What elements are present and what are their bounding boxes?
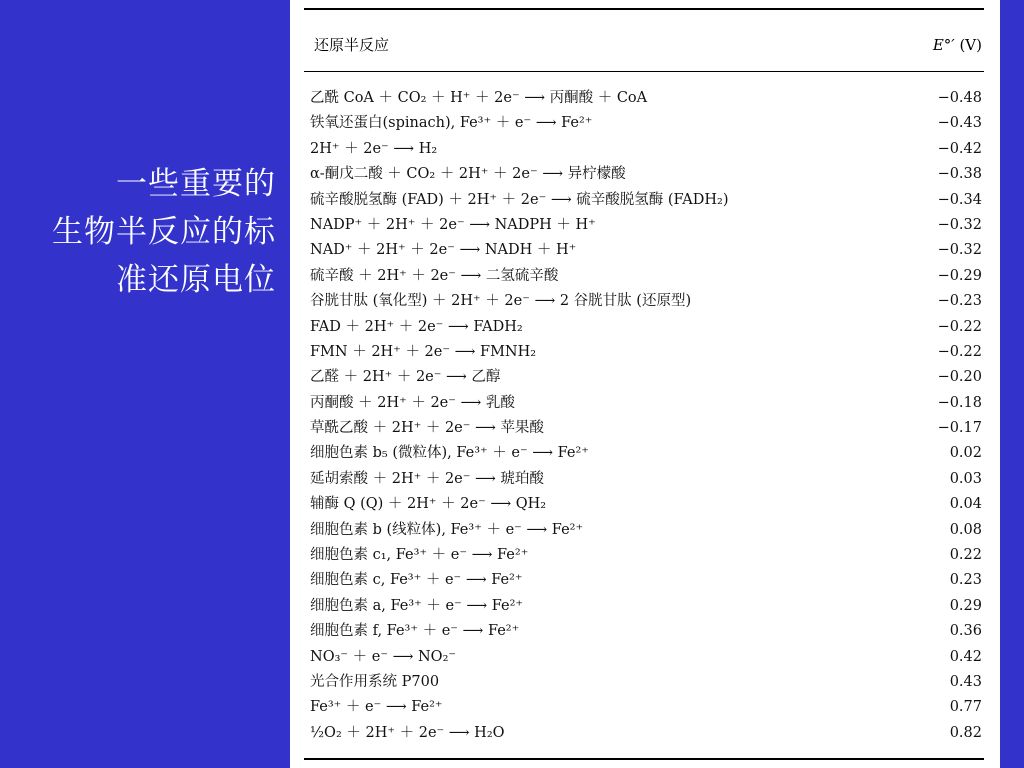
standard-potential: 0.02 — [949, 445, 982, 462]
standard-potential: −0.29 — [937, 267, 982, 284]
potential-unit: (V) — [959, 36, 982, 54]
half-reaction: NAD⁺ ＋ 2H⁺ ＋ 2e⁻ ⟶ NADH ＋ H⁺ — [310, 242, 577, 259]
table-row — [310, 111, 982, 136]
table-row — [310, 441, 982, 466]
standard-potential: −0.32 — [937, 242, 982, 259]
potential-table-panel — [290, 0, 1000, 768]
half-reaction: NO₃⁻ ＋ e⁻ ⟶ NO₂⁻ — [310, 648, 457, 665]
table-row — [310, 162, 982, 187]
slide-title-line-3: 准还原电位 — [116, 262, 276, 298]
table-row — [310, 365, 982, 390]
standard-potential: 0.42 — [949, 648, 982, 665]
half-reaction: 乙醛 ＋ 2H⁺ ＋ 2e⁻ ⟶ 乙醇 — [310, 369, 501, 386]
table-row — [310, 238, 982, 263]
half-reaction: 草酰乙酸 ＋ 2H⁺ ＋ 2e⁻ ⟶ 苹果酸 — [310, 420, 544, 437]
half-reaction: Fe³⁺ ＋ e⁻ ⟶ Fe²⁺ — [310, 699, 443, 716]
half-reaction: FAD ＋ 2H⁺ ＋ 2e⁻ ⟶ FADH₂ — [310, 318, 523, 335]
half-reaction: 2H⁺ ＋ 2e⁻ ⟶ H₂ — [310, 140, 438, 157]
half-reaction: 细胞色素 c₁, Fe³⁺ ＋ e⁻ ⟶ Fe²⁺ — [310, 547, 529, 564]
standard-potential: 0.03 — [949, 470, 982, 487]
table-row — [310, 670, 982, 695]
half-reaction: 细胞色素 b (线粒体), Fe³⁺ ＋ e⁻ ⟶ Fe²⁺ — [310, 521, 584, 538]
slide-title — [14, 160, 276, 304]
table-top-rule — [304, 8, 984, 10]
table-body — [310, 86, 982, 746]
slide-title-line-1: 一些重要的 — [116, 166, 276, 202]
table-header-rule — [304, 71, 984, 72]
table-row — [310, 721, 982, 746]
table-row — [310, 645, 982, 670]
standard-potential: −0.34 — [937, 191, 982, 208]
column-header-potential — [933, 36, 982, 54]
standard-potential: 0.36 — [949, 623, 982, 640]
half-reaction: 谷胱甘肽 (氧化型) ＋ 2H⁺ ＋ 2e⁻ ⟶ 2 谷胱甘肽 (还原型) — [310, 293, 692, 310]
half-reaction: 丙酮酸 ＋ 2H⁺ ＋ 2e⁻ ⟶ 乳酸 — [310, 394, 515, 411]
half-reaction: NADP⁺ ＋ 2H⁺ ＋ 2e⁻ ⟶ NADPH ＋ H⁺ — [310, 216, 596, 233]
table-row — [310, 315, 982, 340]
table-row — [310, 289, 982, 314]
table-row — [310, 416, 982, 441]
half-reaction: 延胡索酸 ＋ 2H⁺ ＋ 2e⁻ ⟶ 琥珀酸 — [310, 470, 544, 487]
half-reaction: 铁氧还蛋白(spinach), Fe³⁺ ＋ e⁻ ⟶ Fe²⁺ — [310, 115, 593, 132]
table-row — [310, 492, 982, 517]
half-reaction: FMN ＋ 2H⁺ ＋ 2e⁻ ⟶ FMNH₂ — [310, 343, 537, 360]
table-row — [310, 568, 982, 593]
table-row — [310, 264, 982, 289]
half-reaction: 硫辛酸 ＋ 2H⁺ ＋ 2e⁻ ⟶ 二氢硫辛酸 — [310, 267, 559, 284]
half-reaction: 细胞色素 a, Fe³⁺ ＋ e⁻ ⟶ Fe²⁺ — [310, 597, 524, 614]
potential-symbol: E°′ — [932, 36, 955, 54]
table-row — [310, 86, 982, 111]
standard-potential: −0.23 — [937, 293, 982, 310]
half-reaction: ½O₂ ＋ 2H⁺ ＋ 2e⁻ ⟶ H₂O — [310, 724, 505, 741]
standard-potential: −0.32 — [937, 216, 982, 233]
table-bottom-rule — [304, 758, 984, 760]
standard-potential: −0.18 — [937, 394, 982, 411]
half-reaction: 辅酶 Q (Q) ＋ 2H⁺ ＋ 2e⁻ ⟶ QH₂ — [310, 496, 547, 513]
standard-potential: −0.22 — [937, 343, 982, 360]
standard-potential: −0.20 — [937, 369, 982, 386]
standard-potential: −0.48 — [937, 90, 982, 106]
slide-title-line-2: 生物半反应的标 — [52, 214, 276, 250]
table-row — [310, 340, 982, 365]
standard-potential: 0.22 — [949, 547, 982, 564]
half-reaction: 细胞色素 c, Fe³⁺ ＋ e⁻ ⟶ Fe²⁺ — [310, 572, 523, 589]
standard-potential: 0.29 — [949, 597, 982, 614]
table-row — [310, 467, 982, 492]
half-reaction: 细胞色素 f, Fe³⁺ ＋ e⁻ ⟶ Fe²⁺ — [310, 623, 520, 640]
standard-potential: 0.04 — [949, 496, 982, 513]
table-row — [310, 518, 982, 543]
table-row — [310, 594, 982, 619]
standard-potential: −0.38 — [937, 166, 982, 183]
table-row — [310, 391, 982, 416]
half-reaction: α-酮戊二酸 ＋ CO₂ ＋ 2H⁺ ＋ 2e⁻ ⟶ 异柠檬酸 — [310, 166, 626, 183]
standard-potential: −0.17 — [937, 420, 982, 437]
standard-potential: −0.42 — [937, 140, 982, 157]
half-reaction: 硫辛酸脱氢酶 (FAD) ＋ 2H⁺ ＋ 2e⁻ ⟶ 硫辛酸脱氢酶 (FADH₂) — [310, 191, 729, 208]
half-reaction: 细胞色素 b₅ (微粒体), Fe³⁺ ＋ e⁻ ⟶ Fe²⁺ — [310, 445, 589, 462]
standard-potential: −0.22 — [937, 318, 982, 335]
half-reaction: 光合作用系统 P700 — [310, 673, 440, 690]
half-reaction: 乙酰 CoA ＋ CO₂ ＋ H⁺ ＋ 2e⁻ ⟶ 丙酮酸 ＋ CoA — [310, 90, 648, 106]
column-header-reaction: 还原半反应 — [314, 36, 390, 54]
standard-potential: 0.77 — [949, 699, 982, 716]
table-row — [310, 543, 982, 568]
standard-potential: 0.08 — [949, 521, 982, 538]
standard-potential: 0.43 — [949, 673, 982, 690]
table-row — [310, 137, 982, 162]
table-row — [310, 213, 982, 238]
table-row — [310, 695, 982, 720]
standard-potential: −0.43 — [937, 115, 982, 132]
table-row — [310, 619, 982, 644]
standard-potential: 0.23 — [949, 572, 982, 589]
table-row — [310, 188, 982, 213]
standard-potential: 0.82 — [949, 724, 982, 741]
